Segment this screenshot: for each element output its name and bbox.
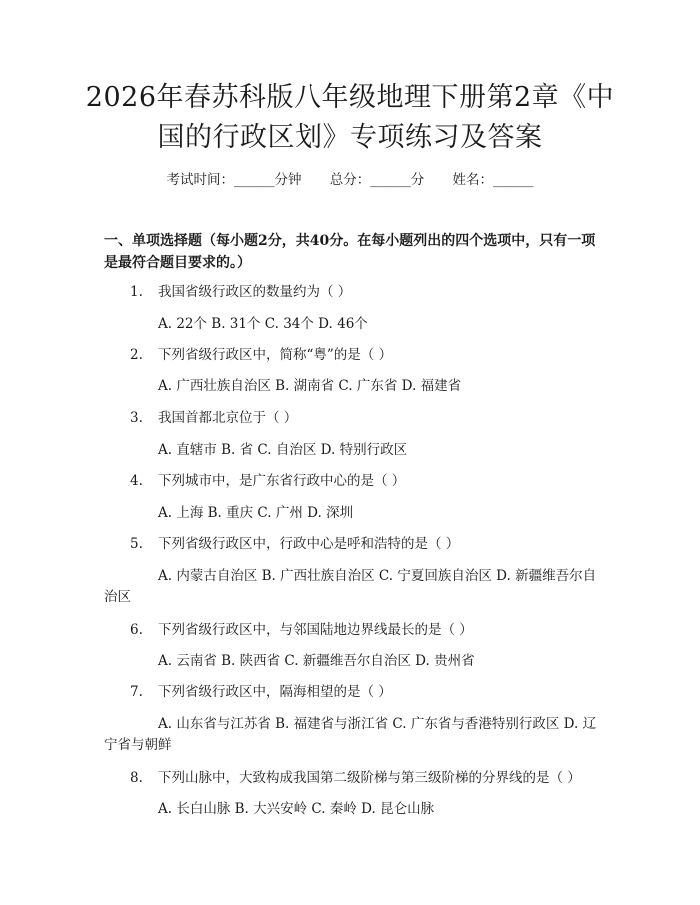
question-7 (130, 682, 392, 702)
question-1-options: A. 22个 B. 31个 C. 34个 D. 46个 (158, 316, 368, 332)
section-heading-line-2: 是最符合题目要求的。） (104, 255, 251, 271)
question-3-options: A. 直辖市 B. 省 C. 自治区 D. 特别行政区 (158, 442, 408, 458)
question-2 (130, 345, 392, 365)
question-4 (130, 471, 405, 491)
title-line-2: 国的行政区划》专项练习及答案 (157, 122, 543, 153)
question-text: 下列城市中，是广东省行政中心的是（ ） (158, 473, 406, 489)
question-number: 3. (130, 410, 143, 426)
exam-time: 考试时间：______分钟 (166, 172, 302, 188)
question-5-options: A. 内蒙古自治区 B. 广西壮族自治区 C. 宁夏回族自治区 D. 新疆维吾尔自治区 (104, 568, 597, 605)
question-6 (130, 620, 473, 640)
question-8-options: A. 长白山脉 B. 大兴安岭 C. 秦岭 D. 昆仑山脉 (158, 801, 435, 817)
question-number: 6. (130, 622, 143, 638)
document-title (70, 78, 630, 158)
question-number: 5. (130, 536, 143, 552)
question-text: 我国省级行政区的数量约为（ ） (158, 284, 352, 300)
question-text: 下列山脉中，大致构成我国第二级阶梯与第三级阶梯的分界线的是（ ） (158, 770, 581, 786)
question-text: 我国首都北京位于（ ） (158, 410, 298, 426)
question-8 (130, 768, 581, 788)
question-number: 8. (130, 770, 143, 786)
question-7-options: A. 山东省与江苏省 B. 福建省与浙江省 C. 广东省与香港特别行政区 D. 辽宁省与朝鲜 (104, 716, 597, 753)
title-line-1: 2026年春苏科版八年级地理下册第2章《中 (85, 82, 615, 113)
question-number: 7. (130, 684, 143, 700)
question-number: 4. (130, 473, 143, 489)
question-4-options: A. 上海 B. 重庆 C. 广州 D. 深圳 (158, 505, 354, 521)
question-6-options: A. 云南省 B. 陕西省 C. 新疆维吾尔自治区 D. 贵州省 (158, 653, 475, 669)
question-2-options: A. 广西壮族自治区 B. 湖南省 C. 广东省 D. 福建省 (158, 378, 462, 394)
exam-meta (0, 168, 700, 188)
section-heading-line-1: 一、单项选择题（每小题2分，共40分。在每小题列出的四个选项中，只有一项 (104, 233, 596, 249)
question-text: 下列省级行政区中，行政中心是呼和浩特的是（ ） (158, 536, 460, 552)
question-1 (130, 282, 351, 302)
question-3 (130, 408, 297, 428)
question-text: 下列省级行政区中，隔海相望的是（ ） (158, 684, 392, 700)
question-number: 2. (130, 347, 143, 363)
question-text: 下列省级行政区中，与邻国陆地边界线最长的是（ ） (158, 622, 473, 638)
section-heading (104, 230, 604, 274)
question-5 (130, 534, 459, 554)
student-name: 姓名：______ (452, 172, 534, 188)
total-score: 总分：______分 (329, 172, 425, 188)
question-number: 1. (130, 284, 143, 300)
question-text: 下列省级行政区中，简称“粤”的是（ ） (158, 347, 393, 363)
